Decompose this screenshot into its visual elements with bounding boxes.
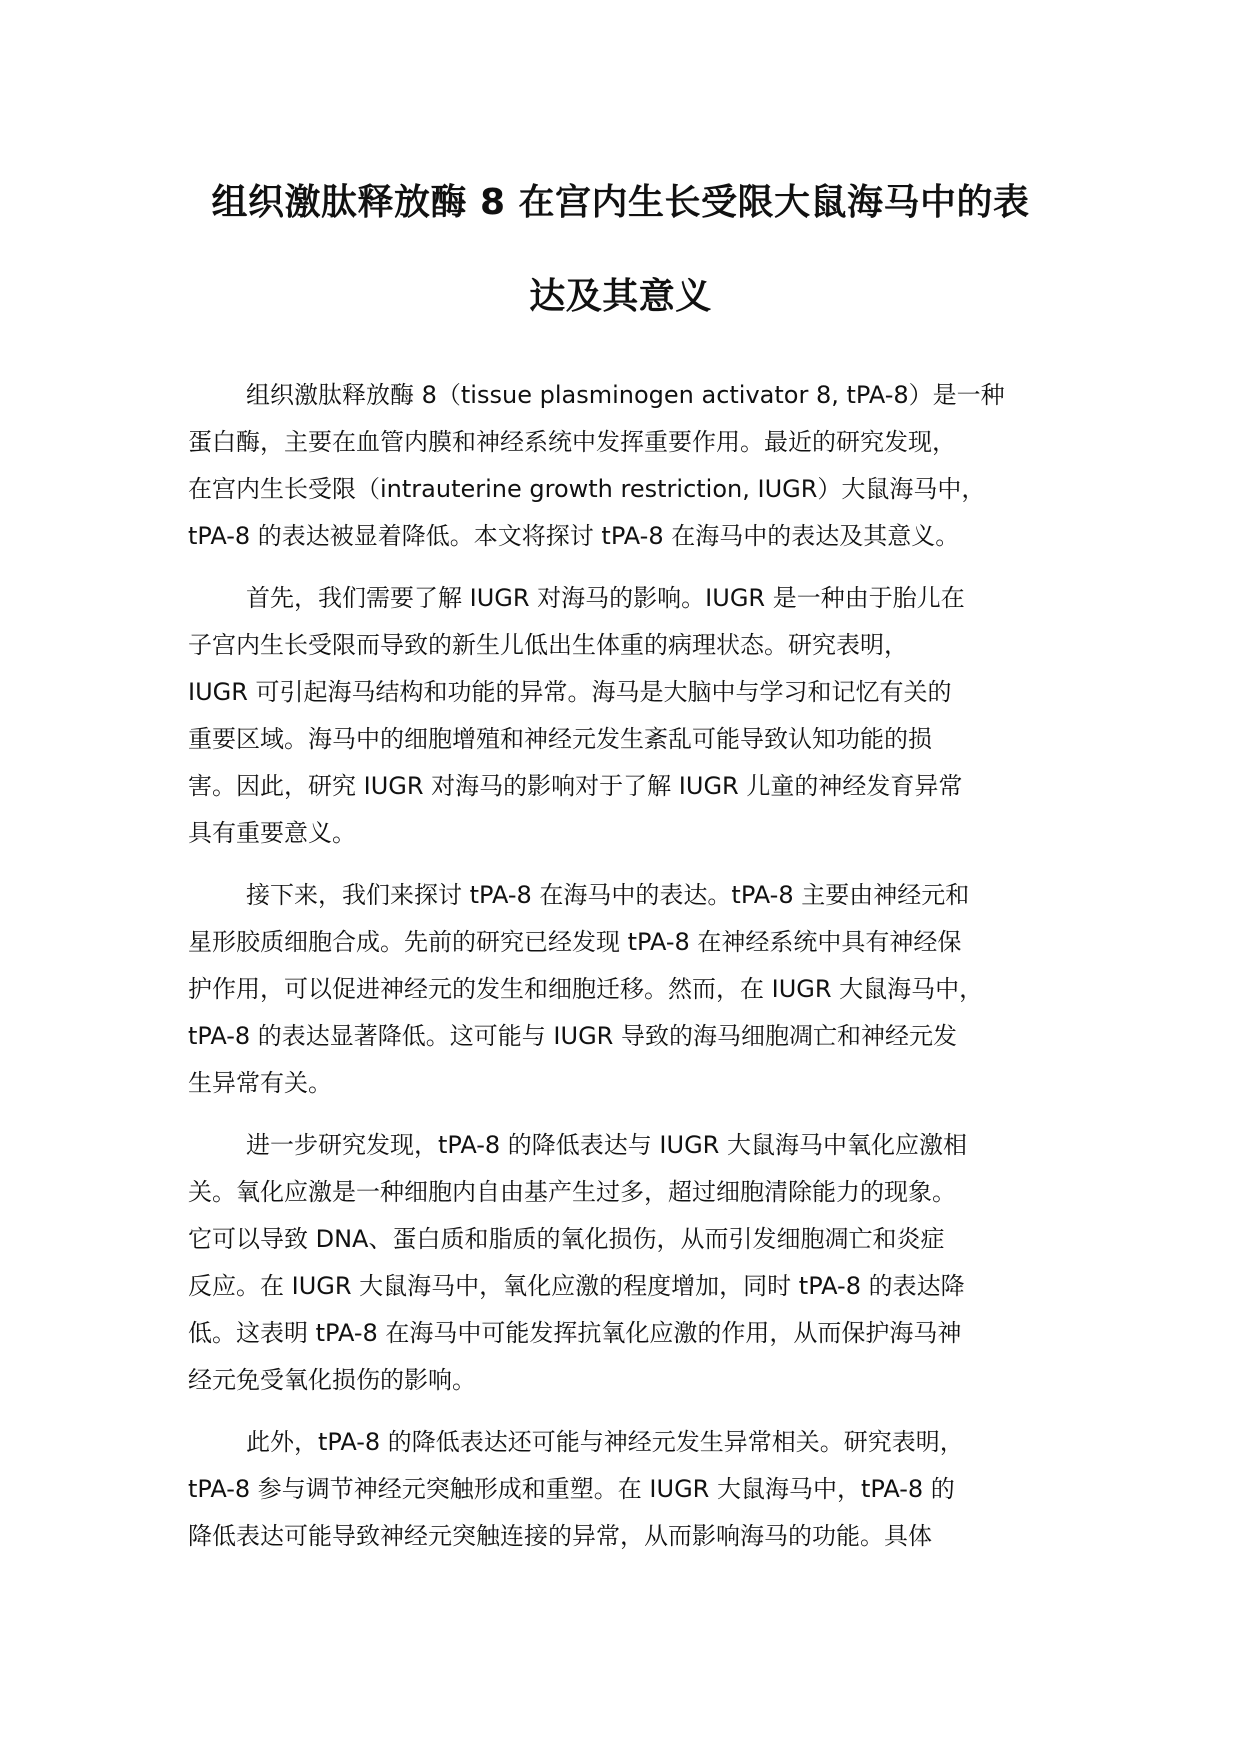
title-line-1: 组织激肽释放酶 8 在宫内生长受限大鼠海马中的表 xyxy=(211,182,1030,223)
paragraph-gap xyxy=(188,560,1068,575)
paragraph-line: tPA-8 的表达被显着降低。本文将探讨 tPA-8 在海马中的表达及其意义。 xyxy=(188,522,960,550)
paragraph-line: 护作用，可以促进神经元的发生和细胞迁移。然而，在 IUGR 大鼠海马中， xyxy=(188,975,984,1003)
paragraph-line: IUGR 可引起海马结构和功能的异常。海马是大脑中与学习和记忆有关的 xyxy=(188,678,952,706)
document-title xyxy=(180,156,1061,344)
paragraph-4 xyxy=(188,1122,1068,1404)
paragraph-line: 它可以导致 DNA、蛋白质和脂质的氧化损伤，从而引发细胞凋亡和炎症 xyxy=(188,1225,945,1253)
paragraph-line: 关。氧化应激是一种细胞内自由基产生过多，超过细胞清除能力的现象。 xyxy=(188,1178,956,1206)
title-line-2: 达及其意义 xyxy=(529,276,712,317)
paragraph-gap xyxy=(188,1404,1068,1419)
paragraph-line: 经元免受氧化损伤的影响。 xyxy=(188,1366,476,1394)
paragraph-line: 星形胶质细胞合成。先前的研究已经发现 tPA-8 在神经系统中具有神经保 xyxy=(188,928,962,956)
paragraph-line: 生异常有关。 xyxy=(188,1069,332,1097)
paragraph-3 xyxy=(188,872,1068,1107)
paragraph-line: 蛋白酶，主要在血管内膜和神经系统中发挥重要作用。最近的研究发现， xyxy=(188,428,956,456)
paragraph-gap xyxy=(188,1107,1068,1122)
paragraph-line: 害。因此，研究 IUGR 对海马的影响对于了解 IUGR 儿童的神经发育异常 xyxy=(188,772,963,800)
paragraph-2 xyxy=(188,575,1068,857)
paragraph-line: 首先，我们需要了解 IUGR 对海马的影响。IUGR 是一种由于胎儿在 xyxy=(246,584,965,612)
paragraph-line: 反应。在 IUGR 大鼠海马中，氧化应激的程度增加，同时 tPA-8 的表达降 xyxy=(188,1272,965,1300)
paragraph-line: 具有重要意义。 xyxy=(188,819,356,847)
paragraph-line: 降低表达可能导致神经元突触连接的异常，从而影响海马的功能。具体 xyxy=(188,1522,932,1550)
paragraph-line: 在宫内生长受限（intrauterine growth restriction, IUGR）大鼠海马中， xyxy=(188,475,986,503)
paragraph-5 xyxy=(188,1419,1068,1560)
paragraph-line: 低。这表明 tPA-8 在海马中可能发挥抗氧化应激的作用，从而保护海马神 xyxy=(188,1319,962,1347)
paragraph-line: 进一步研究发现，tPA-8 的降低表达与 IUGR 大鼠海马中氧化应激相 xyxy=(246,1131,967,1159)
paragraph-line: 组织激肽释放酶 8（tissue plasminogen activator 8, tPA-8）是一种 xyxy=(246,381,1005,409)
paragraph-line: 此外，tPA-8 的降低表达还可能与神经元发生异常相关。研究表明， xyxy=(246,1428,964,1456)
paragraph-line: tPA-8 的表达显著降低。这可能与 IUGR 导致的海马细胞凋亡和神经元发 xyxy=(188,1022,957,1050)
document-body xyxy=(188,372,1068,1560)
paragraph-line: 接下来，我们来探讨 tPA-8 在海马中的表达。tPA-8 主要由神经元和 xyxy=(246,881,970,909)
paragraph-gap xyxy=(188,857,1068,872)
paragraph-line: 子宫内生长受限而导致的新生儿低出生体重的病理状态。研究表明， xyxy=(188,631,908,659)
paragraph-1 xyxy=(188,372,1068,560)
paragraph-line: tPA-8 参与调节神经元突触形成和重塑。在 IUGR 大鼠海马中，tPA-8 的 xyxy=(188,1475,955,1503)
paragraph-line: 重要区域。海马中的细胞增殖和神经元发生紊乱可能导致认知功能的损 xyxy=(188,725,932,753)
